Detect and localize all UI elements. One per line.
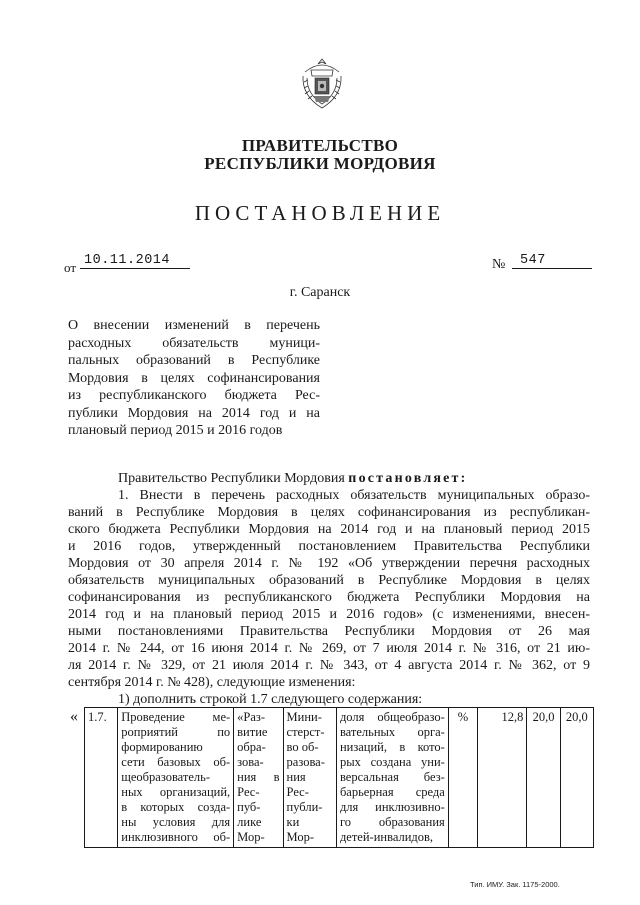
cell-line: пуб- — [237, 800, 261, 814]
subject-line: публики Мордовия на 2014 год и на — [68, 405, 320, 421]
body-line: сентября 2014 г. № 428), следующие изменения: — [68, 675, 356, 690]
number-prefix: № — [492, 257, 506, 272]
cell-line: обра- — [237, 740, 266, 754]
cell-line: Проведение ме- — [121, 710, 231, 724]
cell-line: инклюзивного об- — [121, 830, 231, 844]
cell-line: детей-инвалидов, — [339, 830, 434, 844]
decree-word: постановляет: — [348, 471, 468, 486]
cell-line: витие — [237, 725, 268, 739]
document-type: ПОСТАНОВЛЕНИЕ — [194, 201, 446, 225]
cell-line: щеобразователь- — [121, 770, 211, 784]
body-line: ными постановлениями Правительства Республики Мордовия от 26 мая — [68, 624, 590, 639]
document-subject — [68, 317, 320, 440]
org-title-line2: РЕСПУБЛИКИ МОРДОВИЯ — [204, 154, 436, 173]
cell-line: роприятий по — [121, 725, 231, 739]
cell-line: версальная без- — [339, 770, 445, 784]
print-mark: Тип. ИМУ. Зак. 1175-2000. — [470, 880, 560, 889]
cell-number: 1.7. — [85, 708, 118, 848]
cell-line: ны условия для — [121, 815, 231, 829]
subject-line: расходных обязательств муници- — [68, 335, 320, 351]
intro-line — [68, 470, 590, 487]
body-line: ского бюджета Республики Мордовия на 2014 год и на плановый период 2015 — [68, 522, 590, 537]
cell-line: доля общеобразо- — [339, 710, 445, 724]
body-line: обязательств муниципальных образований в Республике Мордовия в целях — [68, 573, 590, 588]
subject-line: О внесении изменений в перечень — [68, 318, 320, 333]
coat-of-arms-icon — [299, 56, 345, 112]
cell-line: ния в — [237, 770, 280, 784]
cell-value-2014: 12,8 — [478, 708, 527, 848]
document-date: 10.11.2014 — [80, 253, 190, 269]
cell-line: рых создана уни- — [339, 755, 445, 769]
cell-line: низаций, в кото- — [339, 740, 445, 754]
body-line: Мордовия от 30 апреля 2014 г. № 192 «Об утверждении перечня расходных — [68, 556, 590, 571]
cell-line: барьерная среда — [339, 785, 445, 799]
body-line: и 2016 годов, утвержденный постановлением Правительства Республики — [68, 539, 590, 554]
cell-line: ния — [286, 770, 306, 784]
body-line: 1. Внести в перечень расходных обязательств муниципальных образо- — [118, 488, 590, 503]
subject-line: пальных образований в Республике — [68, 353, 320, 368]
cell-line: формированию — [121, 740, 203, 754]
document-body — [68, 470, 590, 708]
cell-line: разова- — [286, 755, 325, 769]
cell-line: для инклюзивно- — [339, 800, 445, 814]
cell-value-2016: 20,0 — [560, 708, 593, 848]
subject-line: из республиканского бюджета Рес- — [68, 388, 320, 403]
cell-line: ных организаций, — [121, 785, 231, 799]
cell-line: лике — [237, 815, 262, 829]
document-number: 547 — [512, 253, 592, 269]
cell-line: в которых созда- — [121, 800, 231, 814]
city: г. Саранск — [289, 285, 351, 300]
subject-line: Мордовия в целях софинансирования — [68, 370, 320, 386]
cell-line: Мини- — [286, 710, 322, 724]
cell-line: стерст- — [286, 725, 325, 739]
body-line: ваний в Республике Мордовия в целях софинансирования из республикан- — [68, 505, 590, 520]
subject-line: плановый период 2015 и 2016 годов — [68, 423, 283, 438]
intro-text: Правительство Республики Мордовия — [118, 471, 345, 486]
cell-line: сети базовых об- — [121, 755, 231, 769]
cell-unit: % — [448, 708, 477, 848]
table-row — [85, 708, 594, 848]
cell-line: Рес- — [237, 785, 260, 799]
cell-line: ки — [286, 815, 300, 829]
cell-line: Мор- — [286, 830, 314, 844]
table-open-quote: « — [70, 708, 78, 725]
cell-line: во об- — [286, 740, 319, 754]
body-line: ля 2014 г. № 329, от 21 июля 2014 г. № 343, от 4 августа 2014 г. № 362, от 9 — [68, 658, 590, 673]
date-prefix: от — [64, 260, 77, 275]
cell-name — [118, 708, 234, 848]
cell-ministry — [283, 708, 336, 848]
cell-line: вательных орга- — [339, 725, 445, 739]
cell-line: го образования — [339, 815, 445, 829]
cell-line: публи- — [286, 800, 323, 814]
cell-line: «Раз- — [237, 710, 266, 724]
page-cut-edge — [84, 851, 594, 853]
org-title-line1: ПРАВИТЕЛЬСТВО — [241, 136, 399, 155]
cell-line: Рес- — [286, 785, 309, 799]
body-line: софинансирования из республиканского бюджета Республики Мордовия на — [68, 590, 590, 605]
obligations-table — [84, 707, 594, 848]
cell-line: зова- — [237, 755, 264, 769]
body-line: 2014 г. № 244, от 16 июня 2014 г. № 269, от 7 июля 2014 г. № 316, от 21 ию- — [68, 641, 590, 656]
body-subitem: 1) дополнить строкой 1.7 следующего содержания: — [118, 692, 423, 707]
body-line: 2014 год и на плановый период 2015 и 2016 годов» (с изменениями, внесен- — [68, 607, 590, 622]
cell-program — [234, 708, 283, 848]
cell-line: Мор- — [237, 830, 265, 844]
cell-value-2015: 20,0 — [527, 708, 560, 848]
cell-indicator — [336, 708, 448, 848]
